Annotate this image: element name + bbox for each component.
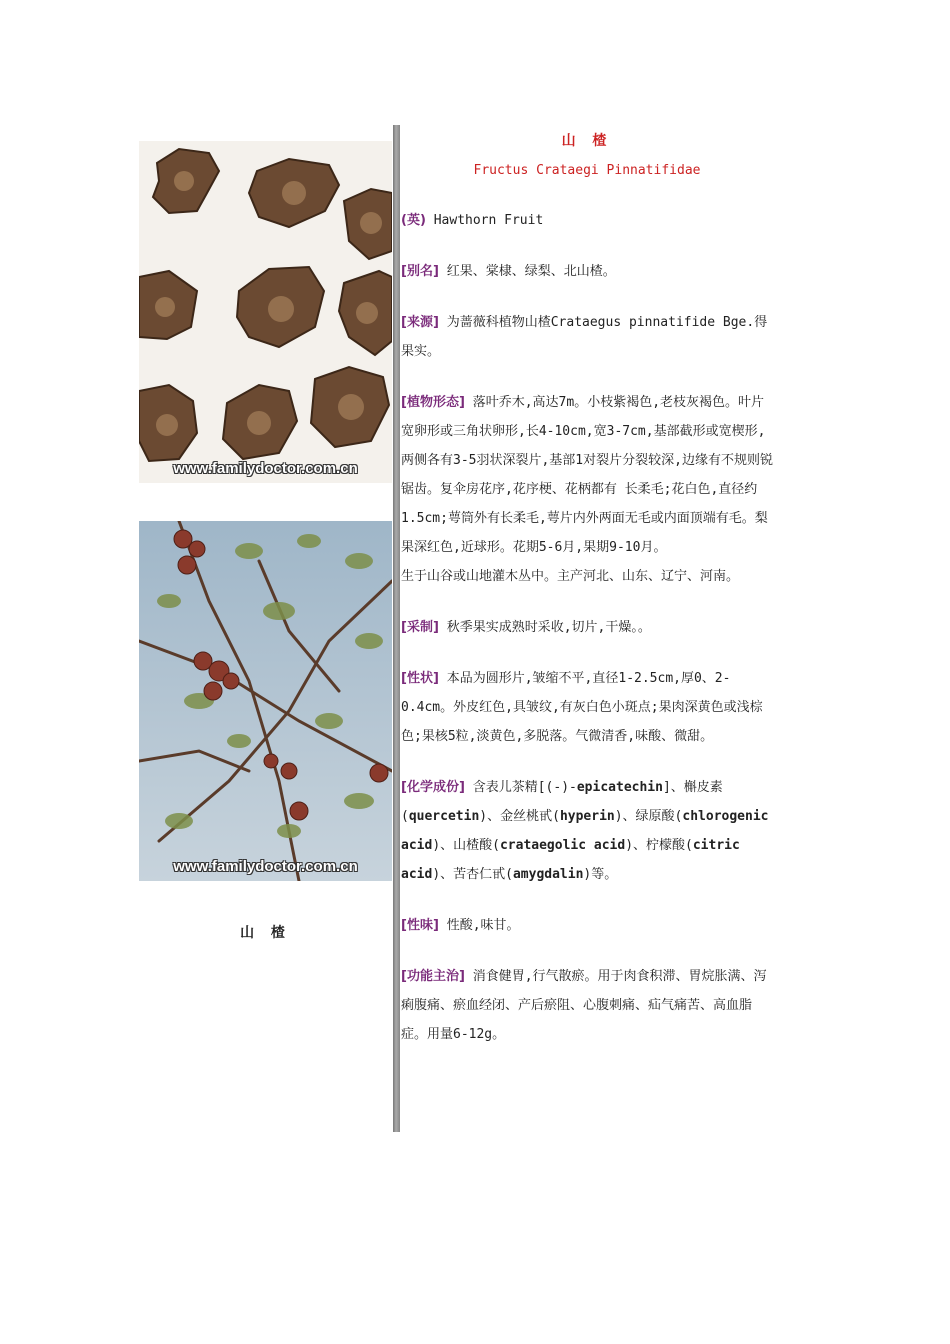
section-label: [来源] [401, 315, 439, 330]
section-text: 消食健胃,行气散瘀。用于肉食积滞、胃烷胀满、泻痢腹痛、瘀血经闭、产后瘀阻、心腹刺痛、疝气痛苦、高血脂症。用量6-12g。 [401, 969, 767, 1042]
section-label: [功能主治] [401, 969, 465, 984]
column-divider [393, 125, 400, 1132]
dried-hawthorn-photo [139, 141, 392, 483]
chem-text: )、苦杏仁甙( [432, 867, 513, 882]
section-label: [采制] [401, 620, 439, 635]
section-text: 本品为圆形片,皱缩不平,直径1-2.5cm,厚0、2-0.4cm。外皮红色,具皱纹,有灰白色小斑点;果肉深黄色或浅棕色;果核5粒,淡黄色,多脱落。气微清香,味酸、微甜。 [401, 671, 763, 744]
section-text: 秋季果实成熟时采收,切片,干燥。。 [438, 620, 651, 635]
section-label: [植物形态] [401, 395, 465, 410]
chem-term: hyperin [559, 809, 615, 824]
chem-term: citric acid [401, 838, 740, 882]
chem-text: )、柠檬酸( [625, 838, 693, 853]
chem-text: 含表儿茶精[(-)- [464, 780, 577, 795]
section-chemistry [401, 773, 773, 889]
section-morphology [401, 388, 773, 591]
hawthorn-tree-illustration [139, 521, 392, 881]
section-text: 红果、棠棣、绿梨、北山楂。 [438, 264, 616, 279]
article-content [401, 128, 773, 1049]
section-collection [401, 613, 773, 642]
page-title: 山 楂 [561, 133, 613, 149]
section-function [401, 962, 773, 1049]
hawthorn-tree-photo [139, 521, 392, 881]
chem-text: )等。 [583, 867, 618, 882]
section-text: 落叶乔木,高达7m。小枝紫褐色,老枝灰褐色。叶片宽卵形或三角状卵形,长4-10cm,宽3-7cm,基部截形或宽楔形,两侧各有3-5羽状深裂片,基部1对裂片分裂较深,边缘有不规则锐锯齿。复伞房花序,花序梗、花柄都有 长柔毛;花白色,直径约1.5cm;萼筒外有长柔毛,萼片内外两面无毛或内面顶端有毛。梨果深红色,近球形。花期5-6月,果期9-10月。 [401, 395, 773, 555]
chem-text: )、绿原酸( [614, 809, 683, 824]
section-text: Hawthorn Fruit [425, 213, 544, 228]
chem-term: crataegolic acid [499, 838, 626, 853]
chem-term: epicatechin [576, 780, 663, 795]
section-text: 为蔷薇科植物山楂Crataegus pinnatifide Bge.得果实。 [401, 315, 768, 359]
chem-text: )、金丝桃甙( [479, 809, 560, 824]
section-appearance [401, 664, 773, 751]
photo-watermark: www.familydoctor.com.cn [173, 858, 358, 875]
chem-term: chlorogenic acid [401, 809, 769, 853]
section-text: 性酸,味甘。 [438, 918, 520, 933]
section-taste [401, 911, 773, 940]
chem-text: )、山楂酸( [432, 838, 500, 853]
section-label: [别名] [401, 264, 439, 279]
photo-watermark: www.familydoctor.com.cn [173, 460, 358, 477]
section-label: [性味] [401, 918, 439, 933]
latin-name: Fructus Crataegi Pinnatifidae [473, 163, 701, 178]
dried-hawthorn-illustration [139, 141, 392, 483]
section-english [401, 206, 773, 235]
image-caption: 山 楂 [240, 925, 291, 941]
chem-term: quercetin [408, 809, 480, 824]
chem-text: ]、槲皮素( [401, 780, 723, 824]
section-label: [化学成份] [401, 780, 465, 795]
section-alias [401, 257, 773, 286]
section-label: (英) [401, 213, 426, 228]
section-habitat: 生于山谷或山地灌木丛中。主产河北、山东、辽宁、河南。 [401, 569, 740, 584]
chem-term: amygdalin [512, 867, 584, 882]
section-source [401, 308, 773, 366]
section-label: [性状] [401, 671, 439, 686]
